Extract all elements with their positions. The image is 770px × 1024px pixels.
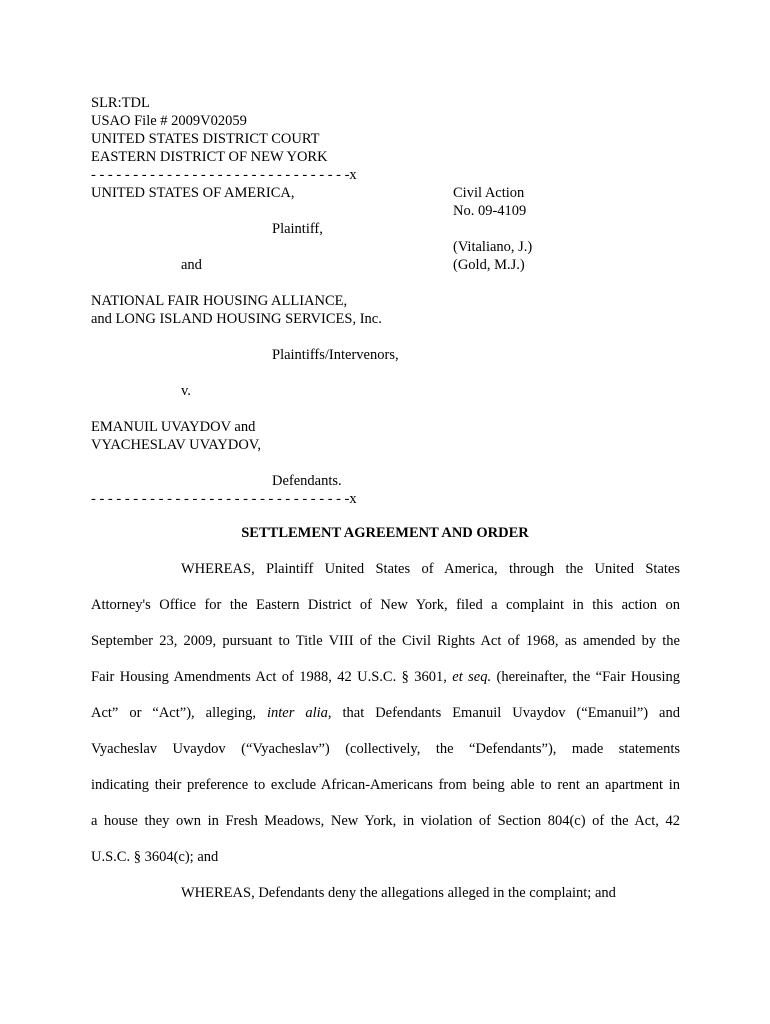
magistrate-name: (Gold, M.J.) bbox=[453, 257, 525, 273]
court-name: UNITED STATES DISTRICT COURT bbox=[91, 131, 320, 147]
plaintiff-role: Plaintiff, bbox=[272, 221, 323, 237]
caption-separator-bottom: - - - - - - - - - - - - - - - - - - - - - - - - - - - - - - -x bbox=[91, 491, 357, 507]
and-conjunction: and bbox=[181, 257, 202, 273]
defendants-line-1: EMANUIL UVAYDOV and bbox=[91, 419, 256, 435]
file-number: USAO File # 2009V02059 bbox=[91, 113, 247, 129]
plaintiff-name: UNITED STATES OF AMERICA, bbox=[91, 185, 295, 201]
para1-line-2: Attorney's Office for the Eastern District of New York, filed a complaint in this action on bbox=[91, 597, 680, 613]
para1-line-5-a: Act” or “Act”), alleging, bbox=[91, 705, 267, 721]
para1-line-5-c: , that Defendants Emanuil Uvaydov (“Emanuil”) and bbox=[327, 705, 680, 721]
para1-line-4-italic: et seq. bbox=[452, 669, 492, 685]
caption-separator-top: - - - - - - - - - - - - - - - - - - - - - - - - - - - - - - -x bbox=[91, 167, 357, 183]
para1-line-4 bbox=[91, 668, 680, 686]
case-type: Civil Action bbox=[453, 185, 525, 201]
document-title: SETTLEMENT AGREEMENT AND ORDER bbox=[241, 525, 529, 541]
counsel-initials: SLR:TDL bbox=[91, 95, 150, 111]
para1-line-3: September 23, 2009, pursuant to Title VIII of the Civil Rights Act of 1968, as amended by the bbox=[91, 633, 680, 649]
case-number: No. 09-4109 bbox=[453, 203, 527, 219]
para1-line-1: WHEREAS, Plaintiff United States of America, through the United States bbox=[181, 561, 680, 577]
para1-line-9: U.S.C. § 3604(c); and bbox=[91, 849, 219, 865]
intervenors-line-2: and LONG ISLAND HOUSING SERVICES, Inc. bbox=[91, 311, 382, 327]
intervenors-role: Plaintiffs/Intervenors, bbox=[272, 347, 399, 363]
intervenors-line-1: NATIONAL FAIR HOUSING ALLIANCE, bbox=[91, 293, 348, 309]
district-name: EASTERN DISTRICT OF NEW YORK bbox=[91, 149, 328, 165]
para1-line-5 bbox=[91, 704, 680, 722]
para1-line-7: indicating their preference to exclude African-Americans from being able to rent an apartment in bbox=[91, 777, 680, 793]
judge-name: (Vitaliano, J.) bbox=[453, 239, 533, 255]
defendants-role: Defendants. bbox=[272, 473, 342, 489]
defendants-line-2: VYACHESLAV UVAYDOV, bbox=[91, 437, 262, 453]
para1-line-5-italic: inter alia bbox=[266, 705, 328, 721]
versus: v. bbox=[181, 383, 191, 399]
para2-line-1: WHEREAS, Defendants deny the allegations alleged in the complaint; and bbox=[181, 885, 616, 901]
para1-line-8: a house they own in Fresh Meadows, New York, in violation of Section 804(c) of the Act, 42 bbox=[91, 813, 680, 829]
para1-line-6: Vyacheslav Uvaydov (“Vyacheslav”) (collectively, the “Defendants”), made statements bbox=[91, 741, 680, 757]
para1-line-4-a: Fair Housing Amendments Act of 1988, 42 U.S.C. § 3601, bbox=[91, 669, 453, 685]
para1-line-4-c: (hereinafter, the “Fair Housing bbox=[491, 669, 681, 685]
